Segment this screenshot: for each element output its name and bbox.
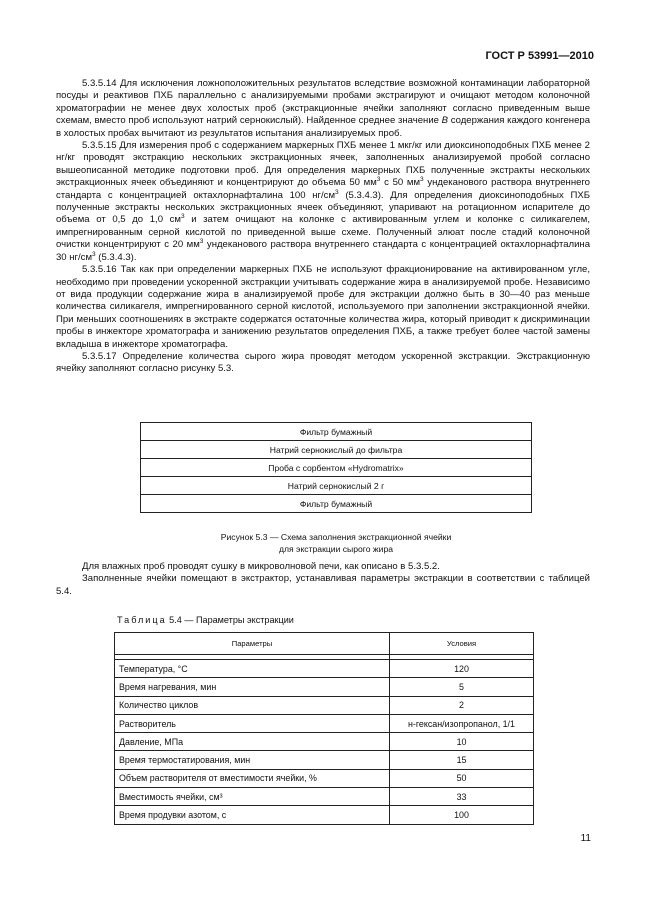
param-name: Объем растворителя от вместимости ячейки, % [115,769,390,787]
table-caption: 5.4 — Параметры экстракции [166,615,294,625]
paragraph-5-3-5-14 [56,78,590,140]
table-row [115,806,534,824]
param-name: Давление, МПа [115,733,390,751]
paragraph-drying: Для влажных проб проводят сушку в микроволновой печи, как описано в 5.3.5.2. [82,561,440,572]
document-header: ГОСТ Р 53991—2010 [485,50,594,62]
scheme-layer: Фильтр бумажный [141,495,532,513]
p15-text-c: ундеканового раствора внутреннего стандарта с концентрацией октахлорнафталина 100 нг/см [56,177,590,201]
extraction-parameters-table [114,632,534,825]
param-value: 5 [390,678,534,696]
table-row [115,769,534,787]
paragraph-extractor: Заполненные ячейки помещают в экстрактор, устанавливая параметры экстракции в соответствии с таблицей 5.4. [56,573,590,597]
caption-line-1: Рисунок 5.3 — Схема заполнения экстракционной ячейки [220,532,452,542]
param-name: Время термостатирования, мин [115,751,390,769]
p15-text-f: ундеканового раствора внутреннего стандарта с концентрацией октахлорнафталина 30 нг/см [56,239,590,263]
table-word: Таблица [117,615,167,625]
param-value: 2 [390,696,534,714]
p15-text-e: и затем очищают на колонке с активированным углем и колонке с силикагелем, импрегнированным серной кислотой по приведенной выше схеме. Полученный элюат после стадий колоночной очистки концентрируют с 20 мм [56,214,590,251]
param-name: Вместимость ячейки, см³ [115,788,390,806]
table-row [115,696,534,714]
table-row [115,678,534,696]
table-row [115,714,534,732]
scheme-layer: Проба с сорбентом «Hydromatrix» [141,459,532,477]
param-name: Количество циклов [115,696,390,714]
param-name: Время нагревания, мин [115,678,390,696]
table-row [115,660,534,678]
p14-variable: B [441,115,449,127]
param-name: Растворитель [115,714,390,732]
main-text [56,78,590,376]
superscript: 3 [376,176,381,184]
p15-text-d: (5.3.4.3). Для определения диоксиноподобных ПХБ полученные экстракты нескольких экстракционных ячеек объединяют, упаривают на ротационном испарителе до объема от 0,5 до 1,0 см [56,189,590,226]
param-value: 10 [390,733,534,751]
scheme-layer: Фильтр бумажный [141,423,532,441]
paragraph-5-3-5-16: 5.3.5.16 Так как при определении маркерных ПХБ не используют фракционирование на активированном угле, необходимо при проведении ускоренной экстракции учитывать содержание жира в анализируемой пробе. Независимо от вида продукции содержание жира в анализируемой пробе для экстракции должно быть в 30—40 раз меньше количества силикагеля, импрегнированного серной кислотой, используемого при заполнении экстракционной ячейки. При меньших соотношениях в экстракте содержатся остаточные количества жира, который приводит к дискриминации пробы в инжекторе хроматографа и занижению результатов определения ПХБ, а также требует более частой замены вкладыша в инжекторе хроматографа. [56,264,590,350]
param-value: 50 [390,769,534,787]
table-row [115,751,534,769]
paragraph-5-3-5-15 [56,140,590,264]
p14-text-b: содержания каждого конгенера в холостых пробах вычитают из результатов испытания анализируемых проб. [56,115,590,139]
paragraph-5-3-5-17: 5.3.5.17 Определение количества сырого жира проводят методом ускоренной экстракции. Экстракционную ячейку заполняют согласно рисунку 5.3. [56,350,590,375]
table-title [117,615,294,625]
extraction-cell-scheme [140,422,532,513]
param-name: Температура, °С [115,660,390,678]
param-value: 15 [390,751,534,769]
superscript: 3 [420,176,424,184]
figure-caption [160,531,512,555]
superscript: 3 [335,188,339,196]
superscript: 3 [199,238,204,246]
param-value: 100 [390,806,534,824]
caption-line-2: для экстракции сырого жира [278,544,394,554]
superscript: 3 [92,250,96,258]
column-header-parameters: Параметры [115,633,390,655]
column-header-conditions: Условия [390,633,534,655]
superscript: 3 [180,213,185,221]
param-name: Время продувки азотом, с [115,806,390,824]
scheme-layer: Натрий сернокислый до фильтра [141,441,532,459]
param-value: н-гексан/изопропанол, 1/1 [390,714,534,732]
p14-text-a: 5.3.5.14 Для исключения ложноположительных результатов вследствие возможной контаминации лабораторной посуды и реактивов ПХБ параллельно с анализируемыми пробами экстрагируют и очищают методом колоночной хроматографии не менее двух холостых проб (экстракционные ячейки заполняют согласно приведенным выше схемам, вместо проб используют натрий сернокислый). Найденное среднее значение [56,78,590,127]
after-figure-text [56,561,590,598]
table-row [115,788,534,806]
page-number: 11 [580,833,591,844]
p15-text-a: 5.3.5.15 Для измерения проб с содержанием маркерных ПХБ менее 1 мкг/кг или диоксиноподобных ПХБ менее 2 нг/кг проводят экстракцию нескольких экстракционных ячеек, заполненных анализируемой пробой согласно вышеописанной методике подготовки проб. Для определения маркерных ПХБ полученные экстракты нескольких экстракционных ячеек объединяют и концентрируют до объема 50 мм [56,140,590,189]
scheme-layer: Натрий сернокислый 2 г [141,477,532,495]
param-value: 33 [390,788,534,806]
p15-text-b: с 50 мм [380,177,421,189]
param-value: 120 [390,660,534,678]
table-row [115,733,534,751]
p15-text-g: (5.3.4.3). [95,251,137,263]
